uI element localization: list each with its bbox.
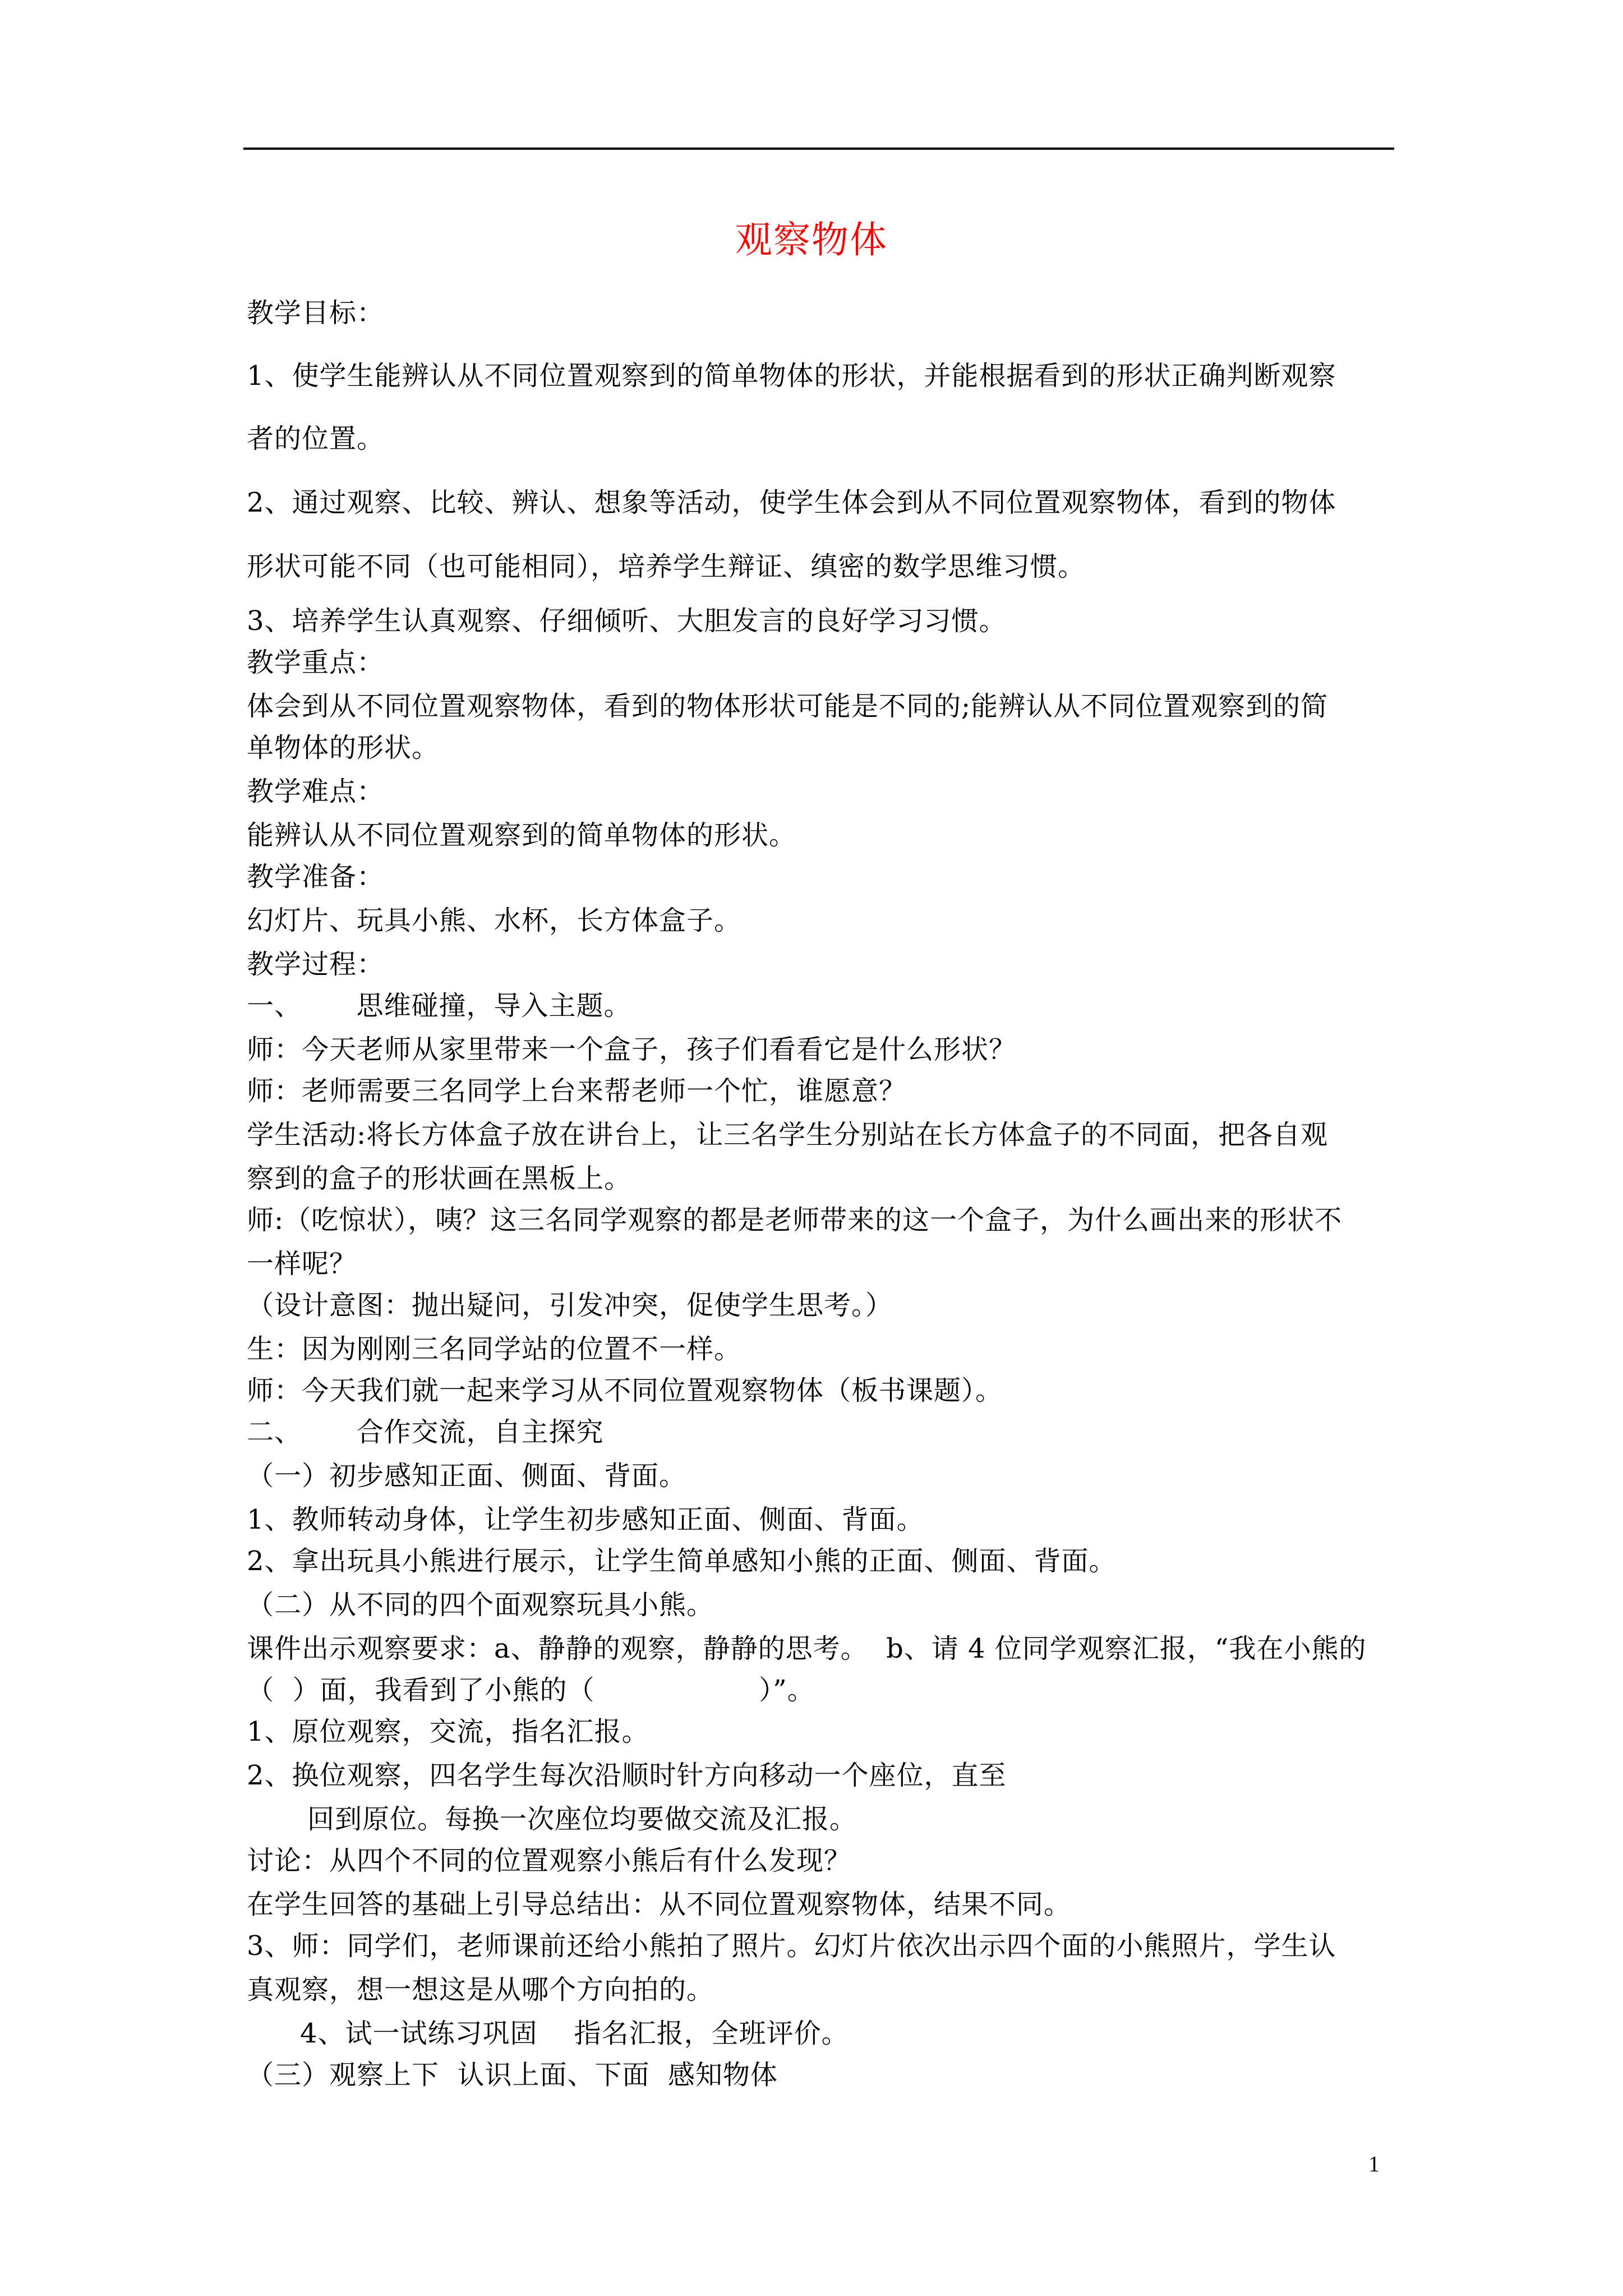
- objective-1-line-2: 者的位置。: [247, 423, 385, 454]
- preparation-heading: 教学准备：: [247, 861, 385, 892]
- objective-2-line-2: 形状可能不同（也可能相同），培养学生辩证、缜密的数学思维习惯。: [247, 551, 1086, 582]
- process-line: 课件出示观察要求：a、静静的观察，静静的思考。 b、请 4 位同学观察汇报，“我在小熊的: [247, 1633, 1367, 1664]
- section-2-heading: 二、 合作交流，自主探究: [247, 1416, 604, 1448]
- header-rule: [243, 148, 1394, 150]
- process-line: （ ）面，我看到了小熊的（ ）”。: [247, 1674, 815, 1706]
- process-line: 生：因为刚刚三名同学站的位置不一样。: [247, 1333, 742, 1365]
- process-line: 真观察，想一想这是从哪个方向拍的。: [247, 1974, 714, 2005]
- key-points-line-2: 单物体的形状。: [247, 732, 440, 763]
- process-line: 学生活动:将长方体盒子放在讲台上，让三名学生分别站在长方体盒子的不同面，把各自观: [247, 1119, 1329, 1151]
- key-points-heading: 教学重点：: [247, 647, 385, 678]
- process-line: 师：老师需要三名同学上台来帮老师一个忙，谁愿意？: [247, 1075, 907, 1107]
- page-number: 1: [1368, 2151, 1380, 2177]
- process-line: 师:（吃惊状），咦？这三名同学观察的都是老师带来的这一个盒子，为什么画出来的形状不: [247, 1204, 1343, 1236]
- process-line: 师：今天我们就一起来学习从不同位置观察物体（板书课题）。: [247, 1375, 1003, 1406]
- process-line: 师：今天老师从家里带来一个盒子，孩子们看看它是什么形状？: [247, 1034, 1017, 1065]
- preparation-text: 幻灯片、玩具小熊、水杯，长方体盒子。: [247, 905, 742, 936]
- process-line: 1、教师转动身体，让学生初步感知正面、侧面、背面。: [247, 1504, 924, 1535]
- objective-3: 3、培养学生认真观察、仔细倾听、大胆发言的良好学习习惯。: [247, 605, 1007, 637]
- process-heading: 教学过程：: [247, 949, 385, 980]
- difficulties-text: 能辨认从不同位置观察到的简单物体的形状。: [247, 820, 797, 851]
- process-line: 3、师：同学们，老师课前还给小熊拍了照片。幻灯片依次出示四个面的小熊照片，学生认: [247, 1930, 1336, 1962]
- process-line: 一样呢？: [247, 1248, 357, 1280]
- process-line: 在学生回答的基础上引导总结出：从不同位置观察物体，结果不同。: [247, 1889, 1072, 1920]
- process-line: 2、换位观察，四名学生每次沿顺时针方向移动一个座位，直至: [247, 1760, 1007, 1791]
- objective-1-line-1: 1、使学生能辨认从不同位置观察到的简单物体的形状，并能根据看到的形状正确判断观察: [247, 360, 1336, 392]
- key-points-line-1: 体会到从不同位置观察物体，看到的物体形状可能是不同的;能辨认从不同位置观察到的简: [247, 691, 1329, 722]
- section-3-heading: （三）观察上下 认识上面、下面 感知物体: [247, 2059, 778, 2091]
- process-line: 察到的盒子的形状画在黑板上。: [247, 1163, 632, 1194]
- document-title: 观察物体: [735, 218, 888, 261]
- objective-2-line-1: 2、通过观察、比较、辨认、想象等活动，使学生体会到从不同位置观察物体，看到的物体: [247, 487, 1336, 518]
- process-line: 讨论：从四个不同的位置观察小熊后有什么发现？: [247, 1845, 852, 1876]
- process-line: 2、拿出玩具小熊进行展示，让学生简单感知小熊的正面、侧面、背面。: [247, 1545, 1117, 1577]
- process-line: （设计意图：抛出疑问，引发冲突，促使学生思考。）: [247, 1290, 893, 1321]
- process-line: （一）初步感知正面、侧面、背面。: [247, 1460, 687, 1492]
- process-line: 4、试一试练习巩固 指名汇报，全班评价。: [300, 2018, 849, 2049]
- process-line: （二）从不同的四个面观察玩具小熊。: [247, 1589, 714, 1621]
- objectives-heading: 教学目标：: [247, 297, 385, 329]
- section-1-heading: 一、 思维碰撞，导入主题。: [247, 990, 631, 1022]
- process-line: 1、原位观察，交流，指名汇报。: [247, 1716, 649, 1747]
- difficulties-heading: 教学难点：: [247, 776, 385, 807]
- process-line: 回到原位。每换一次座位均要做交流及汇报。: [307, 1803, 857, 1835]
